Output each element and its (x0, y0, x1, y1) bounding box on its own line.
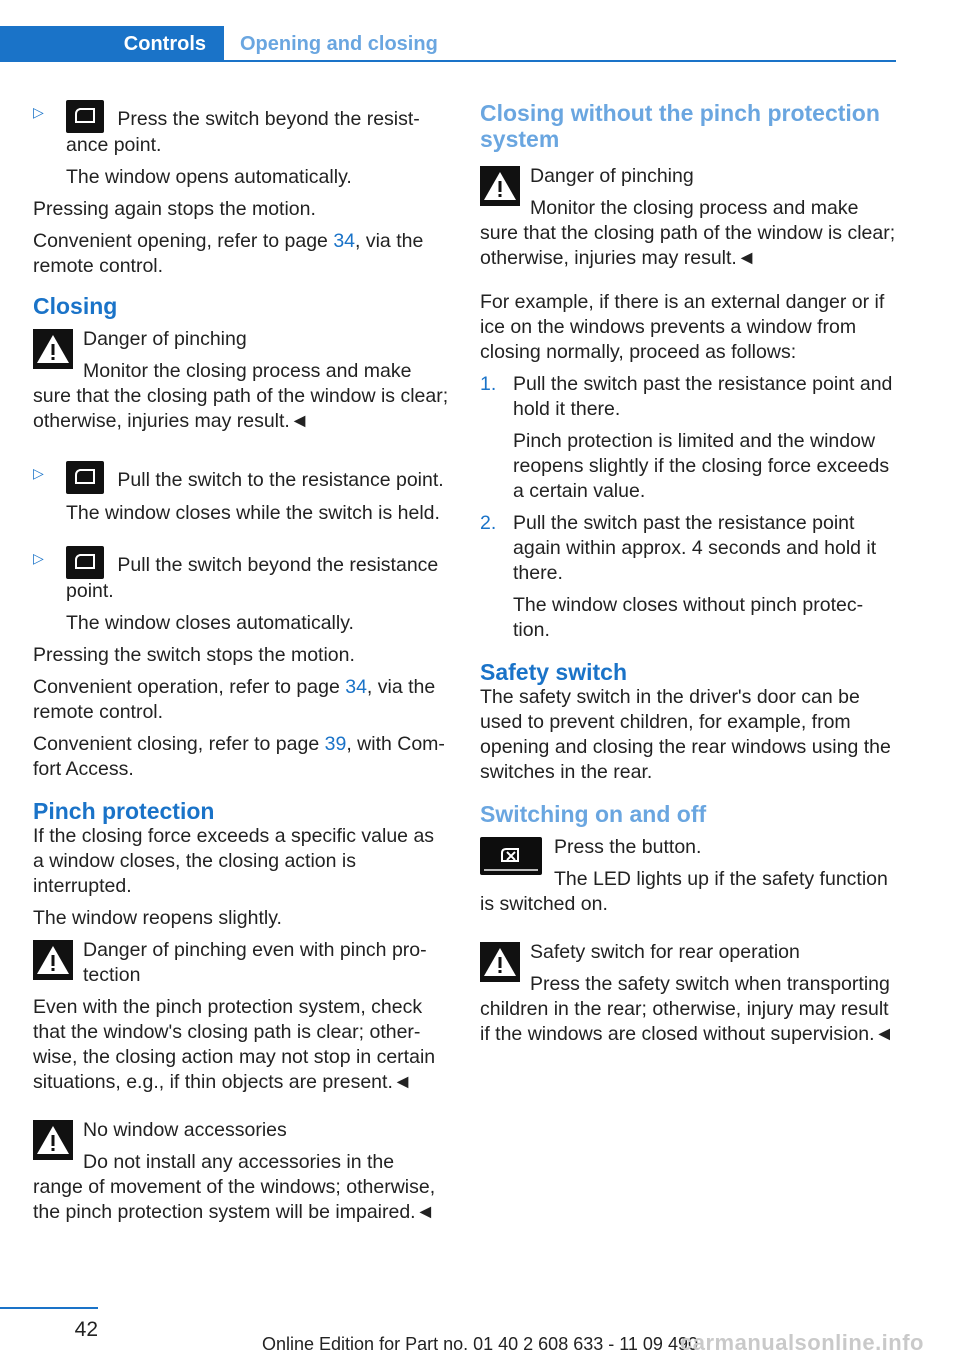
watermark: carmanualsonline.info (680, 1330, 924, 1355)
safety-switch-button-icon (480, 837, 542, 875)
warning-triangle-icon (33, 329, 73, 369)
warning-body: Even with the pinch protection system, check that the window's closing path is clear; other-wise, the closing action may not stop in certain situations, e.g., if thin objects are present.◄ (33, 996, 436, 1093)
bullet-text: Press the switch beyond the resist-ance point. (66, 108, 420, 156)
page-number: 42 (74, 1318, 98, 1341)
page-link-34[interactable]: 34 (345, 676, 367, 698)
warning-block (480, 164, 898, 278)
step-1 (480, 372, 898, 422)
edition-footer: Online Edition for Part no. 01 40 2 608 633 - 11 09 490 (262, 1334, 698, 1354)
button-instruction-line1: Press the button. (554, 836, 702, 858)
step-sub: Pinch protection is limited and the window reopens slightly if the closing force exceeds a certain value. (513, 430, 890, 502)
heading-closing: Closing (33, 293, 118, 319)
step-text: Pull the switch past the resistance point and hold it there. (513, 373, 893, 420)
footer-rule (0, 1307, 98, 1309)
step-number: 2. (480, 512, 497, 534)
warning-block (33, 327, 449, 441)
text: , via the remote control. (33, 230, 424, 277)
page-link-39[interactable]: 39 (324, 733, 347, 755)
warning-body: Do not install any accessories in the range of movement of the windows; otherwise, the pinch protection system will be impaired.◄ (33, 1151, 436, 1223)
warning-title: Danger of pinching (83, 328, 247, 350)
text: , with Com-fort Access. (33, 733, 445, 780)
bullet-close-held (33, 461, 449, 494)
paragraph: Pressing again stops the motion. (33, 198, 316, 220)
button-instruction (480, 835, 898, 924)
left-column (33, 100, 449, 1232)
heading-pinch-protection: Pinch protection (33, 798, 215, 824)
step-2 (480, 511, 898, 586)
text: Convenient closing, refer to page (33, 733, 325, 755)
paragraph: Pressing the switch stops the motion. (33, 644, 355, 666)
bullet-open-auto (33, 100, 449, 158)
window-switch-icon (66, 100, 104, 133)
warning-body: Monitor the closing process and make sure that the closing path of the window is clear; otherwise, injuries may result.◄ (480, 197, 896, 269)
bullet-sub: The window closes automatically. (66, 612, 354, 634)
bullet-marker-icon: ▷ (33, 104, 44, 120)
bullet-marker-icon: ▷ (33, 465, 44, 481)
warning-title: Safety switch for rear operation (530, 941, 800, 963)
warning-triangle-icon (33, 940, 73, 980)
text: , via the remote control. (33, 676, 436, 723)
button-instruction-line2: The LED lights up if the safety function is switched on. (480, 868, 888, 915)
heading-closing-without: Closing without the pinch protection system (480, 100, 880, 152)
paragraph: The safety switch in the driver's door can be used to prevent children, for example, from opening and closing the rear windows using the switches in the rear. (480, 686, 891, 783)
warning-title: Danger of pinching even with pinch pro-tection (83, 939, 427, 986)
warning-block (33, 1118, 449, 1232)
paragraph: For example, if there is an external danger or if ice on the windows prevents a window from closing normally, proceed as follows: (480, 291, 885, 363)
step-text: Pull the switch past the resistance point again within approx. 4 seconds and hold it there. (513, 512, 877, 584)
section-tab-opening-closing[interactable]: Opening and closing (240, 33, 438, 55)
window-switch-icon (66, 461, 104, 494)
heading-safety-switch: Safety switch (480, 659, 627, 685)
bullet-close-auto (33, 546, 449, 604)
warning-title: No window accessories (83, 1119, 287, 1141)
bullet-sub: The window opens automatically. (66, 166, 352, 188)
warning-title: Danger of pinching (530, 165, 694, 187)
text: Convenient opening, refer to page (33, 230, 334, 252)
warning-triangle-icon (480, 166, 520, 206)
section-tab-controls[interactable]: Controls (0, 26, 224, 62)
text: Convenient operation, refer to page (33, 676, 346, 698)
page-link-34[interactable]: 34 (333, 230, 356, 252)
right-column (480, 100, 898, 1054)
paragraph-conv-op (33, 675, 449, 725)
warning-block (33, 938, 449, 1102)
header-rule (0, 60, 896, 62)
warning-block (480, 940, 898, 1054)
paragraph: The window reopens slightly. (33, 907, 282, 929)
warning-body: Monitor the closing process and make sure that the closing path of the window is clear; otherwise, injuries may result.◄ (33, 360, 449, 432)
warning-triangle-icon (480, 942, 520, 982)
bullet-text: Pull the switch beyond the resistance point. (66, 554, 439, 602)
paragraph-conv-open (33, 229, 449, 279)
bullet-text: Pull the switch to the resistance point. (112, 469, 444, 491)
bullet-sub: The window closes while the switch is held. (66, 502, 440, 524)
warning-triangle-icon (33, 1120, 73, 1160)
paragraph: If the closing force exceeds a specific value as a window closes, the closing action is interrupted. (33, 825, 435, 897)
step-sub: The window closes without pinch protec-tion. (513, 594, 864, 641)
paragraph-conv-close (33, 732, 449, 782)
window-switch-icon (66, 546, 104, 579)
heading-switching: Switching on and off (480, 801, 707, 827)
step-number: 1. (480, 373, 497, 395)
page-header (0, 0, 896, 60)
warning-body: Press the safety switch when transporting children in the rear; otherwise, injury may result if the windows are closed without supervision.◄ (480, 973, 894, 1045)
bullet-marker-icon: ▷ (33, 550, 44, 566)
